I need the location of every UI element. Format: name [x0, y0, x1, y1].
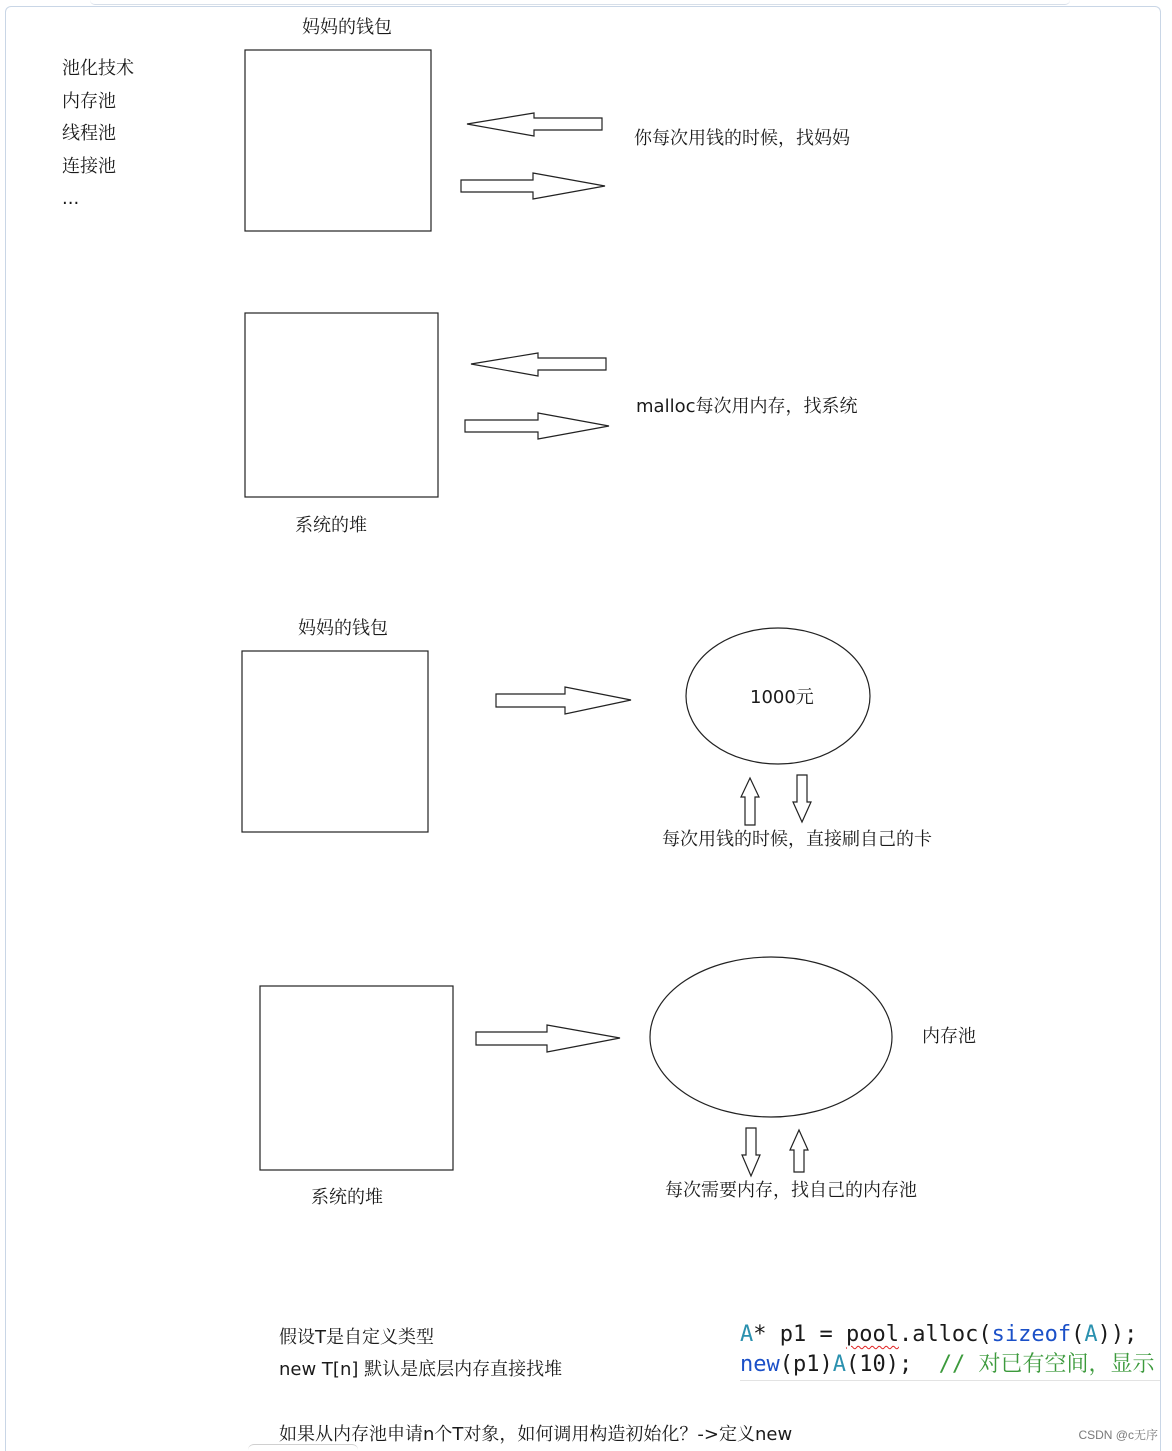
heap-label-1: 系统的堆 [295, 515, 367, 536]
arrow-right-3 [496, 687, 631, 714]
wallet-label-1: 妈妈的钱包 [302, 17, 392, 38]
code-token: new [740, 1352, 780, 1377]
list-item: ... [62, 188, 80, 209]
card-ellipse-text: 1000元 [750, 687, 814, 708]
list-item: 线程池 [62, 123, 116, 144]
list-item: 内存池 [62, 90, 116, 112]
note-default-new: new T[n] 默认是底层内存直接找堆 [279, 1359, 563, 1380]
code-line-2 [740, 1350, 1160, 1381]
code-token: A [1084, 1322, 1098, 1347]
memory-pool-ellipse [650, 957, 892, 1117]
code-token: sizeof [991, 1322, 1072, 1347]
note-define-new: 如果从内存池申请n个T对象，如何调用构造初始化？->定义new [279, 1424, 793, 1445]
arrow-left-2 [471, 353, 606, 376]
code-comment: // 对已有空间，显示 [938, 1352, 1155, 1377]
code-token: A [832, 1352, 846, 1377]
heap-box-1 [245, 313, 438, 497]
heap-box-2 [260, 986, 453, 1170]
list-item: 池化技术 [62, 58, 134, 79]
heap-label-2: 系统的堆 [311, 1187, 383, 1208]
arrow-down-1 [793, 775, 811, 822]
card-note: 每次用钱的时候，直接刷自己的卡 [662, 829, 932, 850]
watermark: CSDN @c无序 [1078, 1428, 1158, 1442]
list-item: 连接池 [62, 155, 116, 177]
code-token: pool [845, 1322, 899, 1347]
wallet-note: 你每次用钱的时候，找妈妈 [634, 128, 850, 149]
wallet-box-2 [242, 651, 428, 832]
pool-tech-list [62, 53, 134, 216]
arrow-down-2 [742, 1128, 760, 1176]
code-token: A [740, 1322, 754, 1347]
note-custom-type: 假设T是自定义类型 [279, 1327, 434, 1348]
arrow-right-1 [461, 173, 605, 199]
code-token: (p1) [779, 1352, 833, 1377]
arrow-right-2 [465, 413, 609, 439]
arrow-up-2 [790, 1130, 808, 1172]
wallet-box-1 [245, 50, 431, 231]
wallet-label-2: 妈妈的钱包 [298, 618, 388, 639]
memory-pool-label: 内存池 [922, 1026, 976, 1047]
arrow-up-1 [741, 778, 759, 825]
code-token: .alloc( [898, 1322, 992, 1347]
memory-pool-note: 每次需要内存，找自己的内存池 [665, 1180, 917, 1201]
arrow-right-4 [476, 1025, 620, 1052]
code-token: ( [1071, 1322, 1085, 1347]
code-token: * p1 = [753, 1322, 846, 1347]
code-token: (10); [845, 1352, 939, 1377]
code-line-1 [740, 1320, 1160, 1350]
arrow-left-1 [467, 113, 602, 136]
code-token: )); [1097, 1322, 1138, 1347]
malloc-note: malloc每次用内存，找系统 [636, 396, 858, 417]
code-snippet [740, 1320, 1160, 1382]
